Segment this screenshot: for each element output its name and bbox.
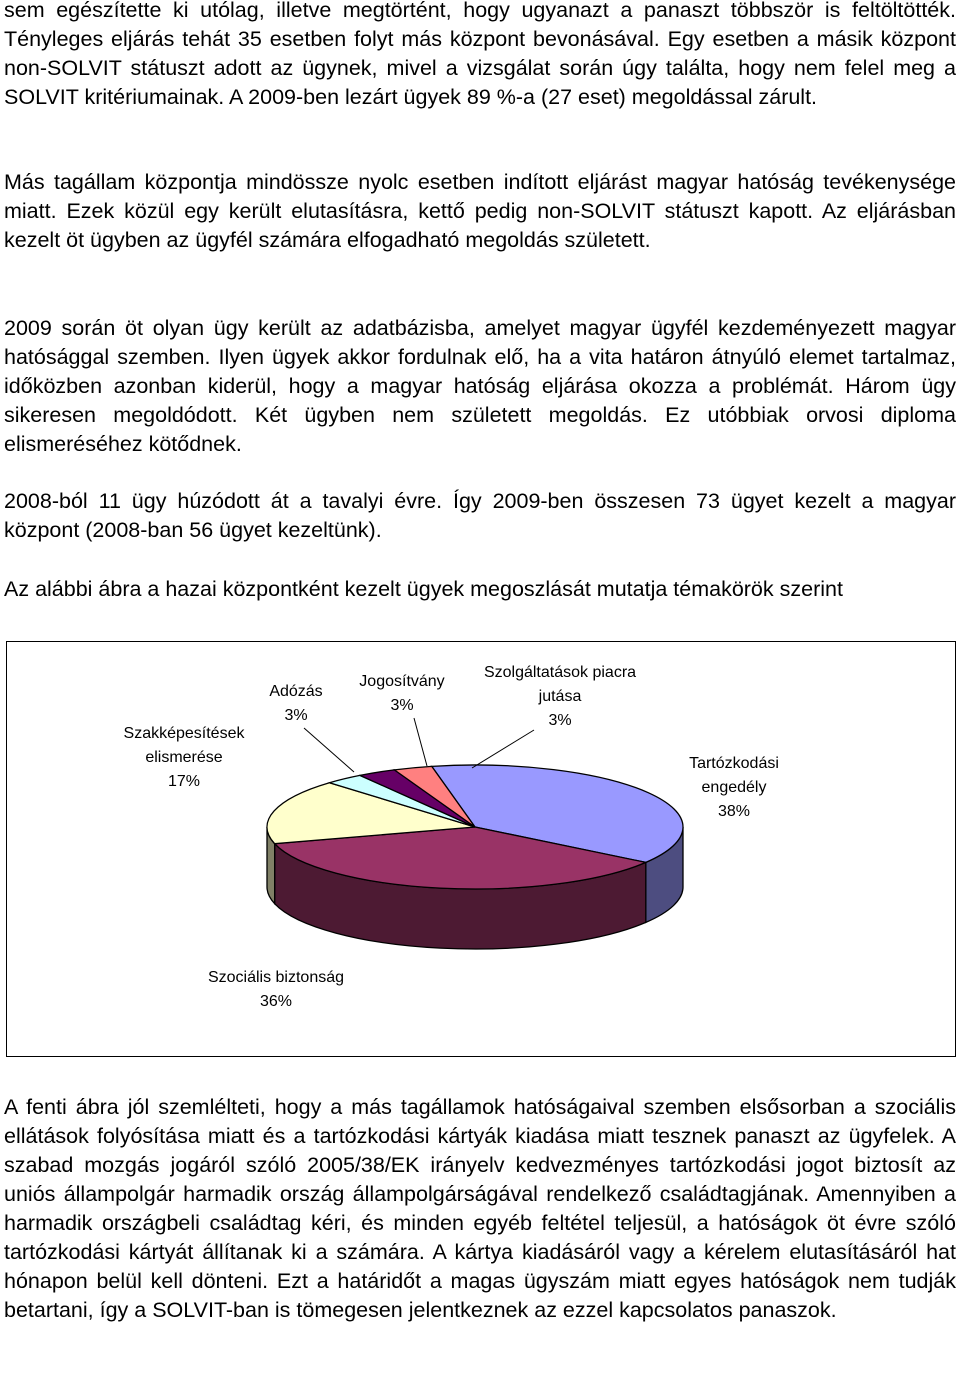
pie-top-faces xyxy=(267,765,683,889)
pie-value-label-0: 38% xyxy=(717,803,751,820)
pie-category-label-2-1: elismerése xyxy=(145,749,223,766)
pie-category-label-3-0: Adózás xyxy=(269,683,323,700)
pie-leader-line-4 xyxy=(414,718,427,766)
paragraph-2: Más tagállam központja mindössze nyolc esetben indított eljárást magyar hatóság tevékenysége miatt. Ezek közül egy került elutasításra, kettő pedig non-SOLVIT státuszt kapott. Az eljárásban kezelt öt ügyben az ügyfél számára elfogadható megoldás született. xyxy=(4,170,956,252)
pie-value-label-3: 3% xyxy=(284,707,308,724)
pie-category-label-1-0: Szociális biztonság xyxy=(207,969,345,986)
pie-category-label-2-0: Szakképesítések xyxy=(123,725,245,742)
pie-leader-line-5 xyxy=(472,730,534,768)
pie-category-label-0-1: engedély xyxy=(701,779,767,796)
pie-leader-line-3 xyxy=(304,728,354,772)
pie-value-label-4: 3% xyxy=(390,697,414,714)
pie-value-label-1: 36% xyxy=(259,993,293,1010)
pie-chart xyxy=(7,642,957,1058)
paragraph-5: Az alábbi ábra a hazai központként kezelt ügyek megoszlását mutatja témakörök szerint xyxy=(4,577,843,601)
pie-category-label-0-0: Tartózkodási xyxy=(689,755,779,772)
paragraph-3: 2009 során öt olyan ügy került az adatbázisba, amelyet magyar ügyfél kezdeményezett magyar hatósággal szemben. Ilyen ügyek akkor fordulnak elő, ha a vita határon átnyúló elemet tartalmaz, időközben azonban kiderül, hogy a magyar hatóság eljárása okozza a problémát. Három ügy sikeresen megoldódott. Két ügyben nem született megoldás. Ez utóbbiak orvosi diploma elismeréséhez kötődnek. xyxy=(4,316,956,456)
pie-chart-frame xyxy=(6,641,956,1057)
paragraph-4: 2008-ból 11 ügy húzódott át a tavalyi évre. Így 2009-ben összesen 73 ügyet kezelt a magyar központ (2008-ban 56 ügyet kezeltünk). xyxy=(4,489,956,542)
pie-category-label-5-0: Szolgáltatások piacra xyxy=(483,664,637,681)
pie-category-label-4-0: Jogosítvány xyxy=(359,673,445,690)
paragraph-1: sem egészítette ki utólag, illetve megtörtént, hogy ugyanazt a panaszt többször is feltöltötték. Tényleges eljárás tehát 35 esetben folyt más központ bevonásával. Egy esetben a másik központ non-SOLVIT státuszt adott az ügynek, mivel a vizsgálat során úgy találta, hogy nem felel meg a SOLVIT kritériumainak. A 2009-ben lezárt ügyek 89 %-a (27 eset) megoldással zárult. xyxy=(4,0,956,109)
pie-category-label-5-1: jutása xyxy=(538,688,582,705)
pie-value-label-2: 17% xyxy=(167,773,201,790)
paragraph-6: A fenti ábra jól szemlélteti, hogy a más tagállamok hatóságaival szemben elsősorban a szociális ellátások folyósítása miatt és a tartózkodási kártyák kiadása miatt tesznek panaszt az ügyfelek. A szabad mozgás jogáról szóló 2005/38/EK irányelv kedvezményes tartózkodási jogot biztosít az uniós állampolgár harmadik ország állampolgárságával rendelkező családtagjának. Amennyiben a harmadik országbeli családtag kéri, és minden egyéb feltétel teljesül, a hatóságok öt évre szóló tartózkodási kártyát állítanak ki a számára. A kártya kiadásáról vagy a kérelem elutasításáról hat hónapon belül kell dönteni. Ezt a határidőt a magas ügyszám miatt egyes hatóságok nem tudják betartani, így a SOLVIT-ban is tömegesen jelentkeznek az ezzel kapcsolatos panaszok. xyxy=(4,1095,956,1322)
pie-value-label-5: 3% xyxy=(548,712,572,729)
